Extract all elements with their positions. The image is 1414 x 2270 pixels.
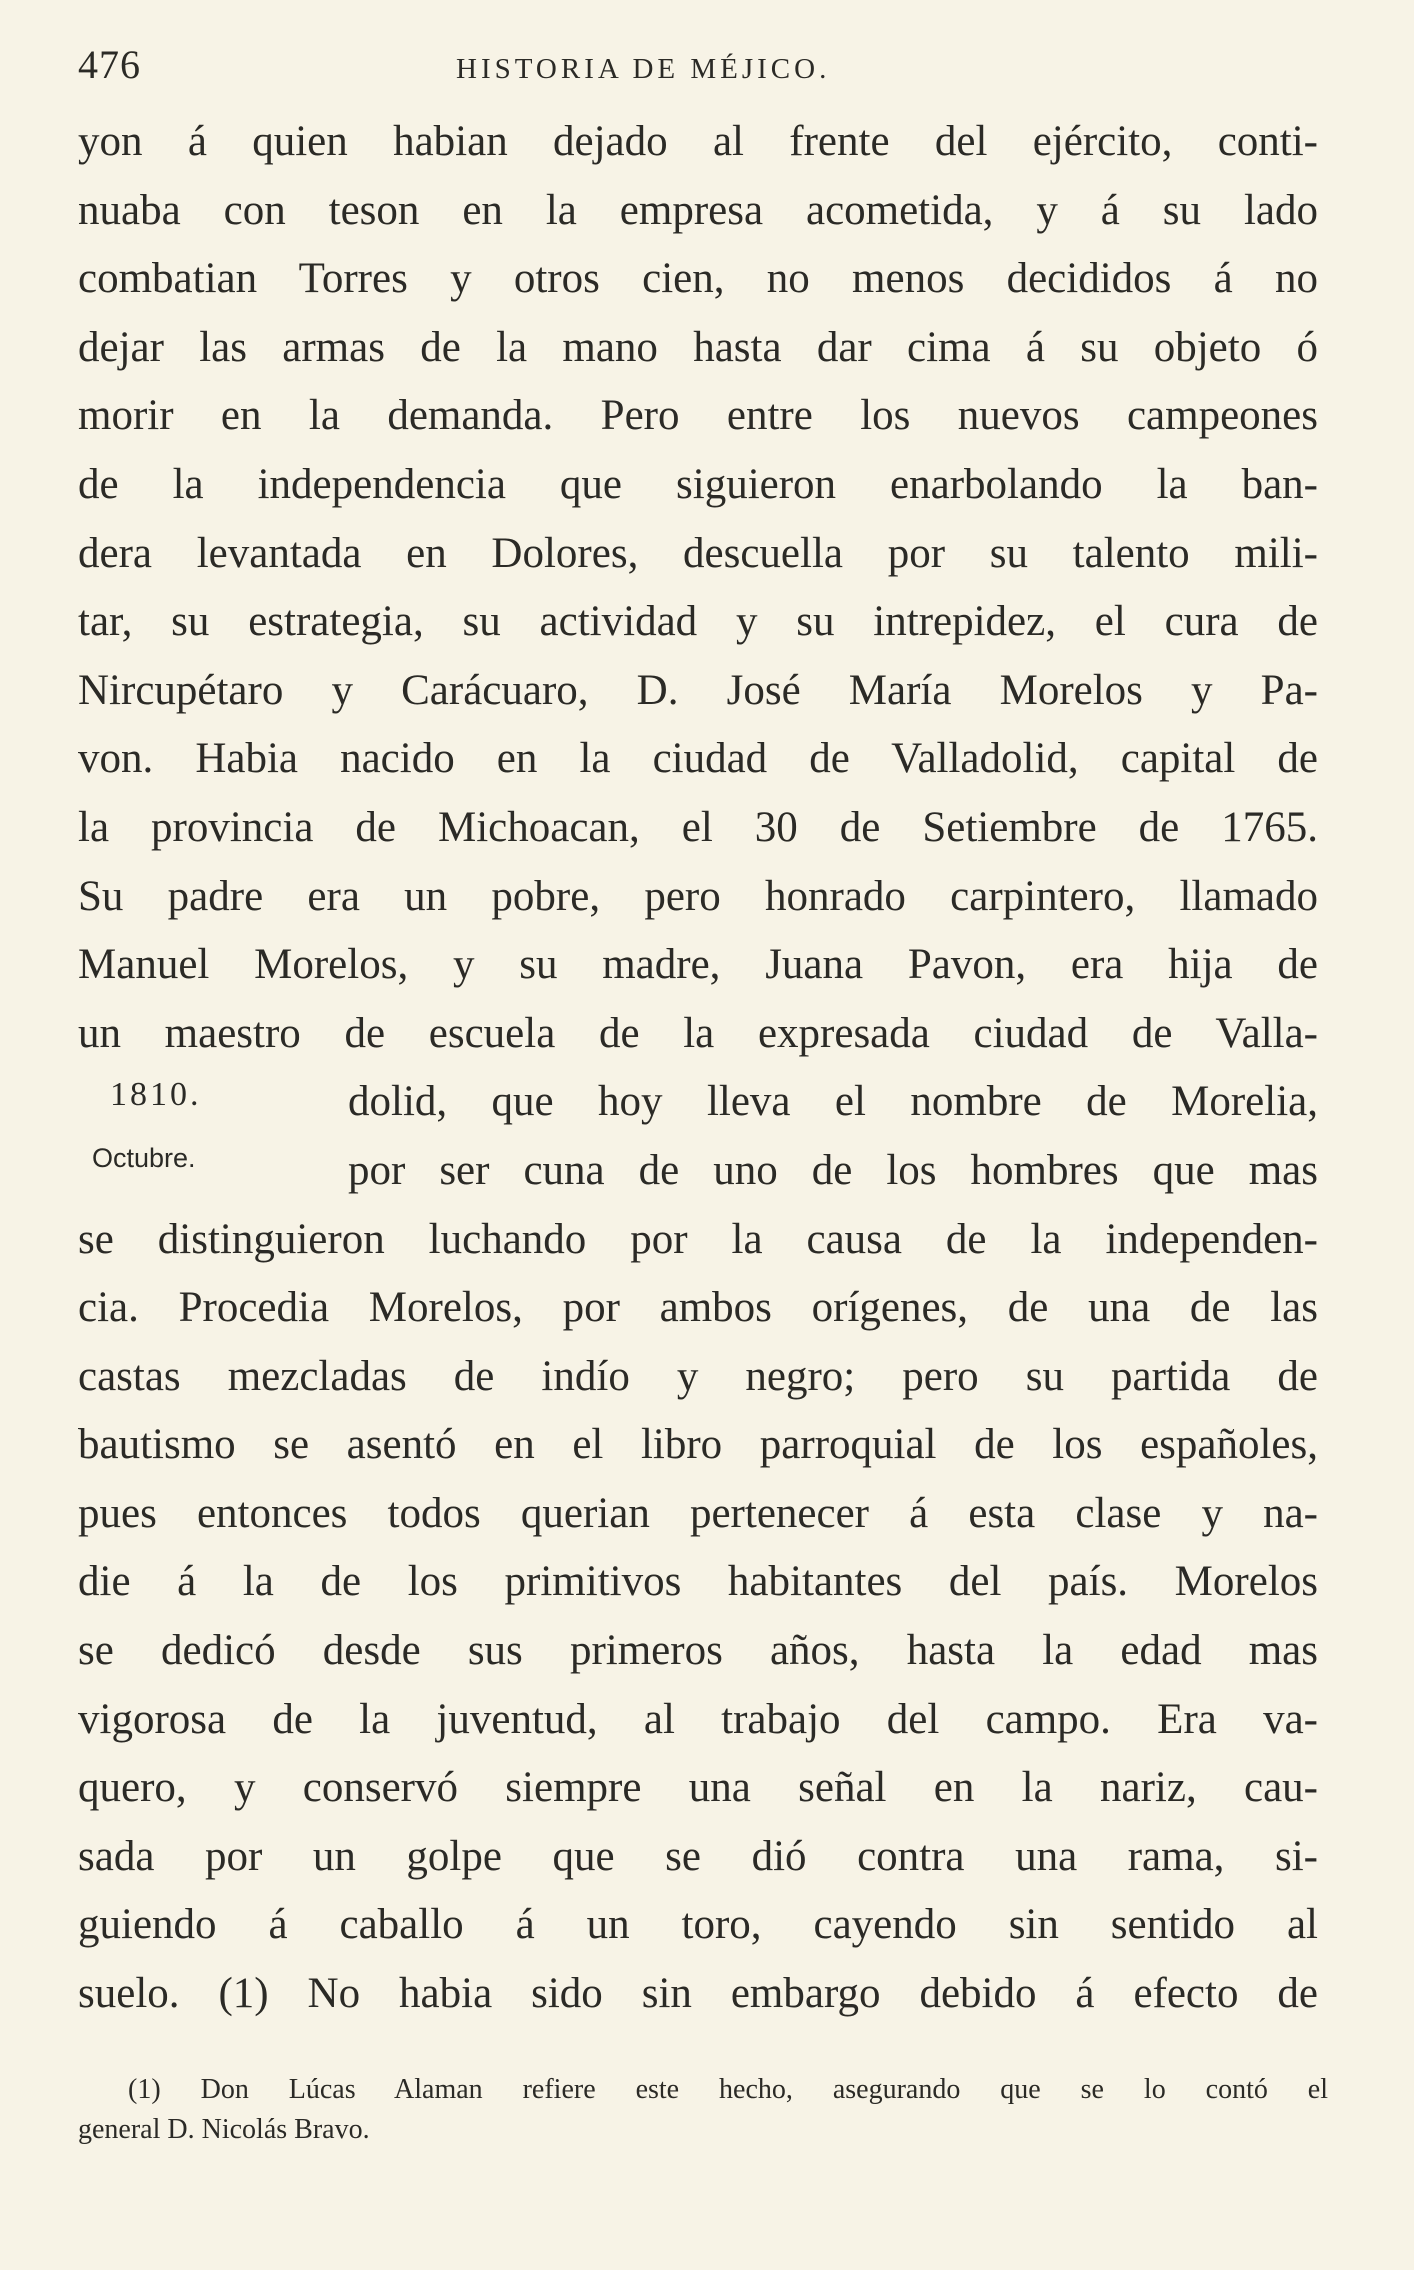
text-line: yon á quien habian dejado al frente del ejército, conti- bbox=[78, 118, 1318, 165]
text-line: castas mezcladas de indío y negro; pero su partida de bbox=[78, 1352, 1318, 1400]
text-line-indented: por ser cuna de uno de los hombres que mas bbox=[348, 1146, 1318, 1194]
text-line: un maestro de escuela de la expresada ciudad de Valla- bbox=[78, 1009, 1318, 1057]
footnote-text: Don Lúcas Alaman refiere este hecho, asegurando que se lo contó el bbox=[200, 2074, 1329, 2105]
body-text bbox=[78, 108, 1318, 2029]
text-line: dejar las armas de la mano hasta dar cima á su objeto ó bbox=[78, 323, 1318, 371]
text-line: die á la de los primitivos habitantes del país. Morelos bbox=[78, 1558, 1318, 1606]
text-line: cia. Procedia Morelos, por ambos orígenes, de una de las bbox=[78, 1284, 1318, 1332]
text-line: pues entonces todos querian pertenecer á esta clase y na- bbox=[78, 1489, 1318, 1537]
text-line: de la independencia que siguieron enarbolando la ban- bbox=[78, 460, 1318, 508]
text-line: Su padre era un pobre, pero honrado carpintero, llamado bbox=[78, 872, 1318, 920]
text-line: se dedicó desde sus primeros años, hasta la edad mas bbox=[78, 1627, 1318, 1675]
text-line: von. Habia nacido en la ciudad de Valladolid, capital de bbox=[78, 735, 1318, 783]
text-line-indented: dolid, que hoy lleva el nombre de Morelia, bbox=[348, 1078, 1318, 1126]
footnote-line: general D. Nicolás Bravo. bbox=[78, 2114, 370, 2145]
footnote-marker: (1) bbox=[128, 2074, 161, 2105]
text-line: suelo. (1) No habia sido sin embargo debido á efecto de bbox=[78, 1970, 1318, 2018]
text-line: morir en la demanda. Pero entre los nuevos campeones bbox=[78, 392, 1318, 440]
footnote-line bbox=[78, 2070, 1328, 2110]
text-line: bautismo se asentó en el libro parroquial de los españoles, bbox=[78, 1421, 1318, 1469]
margin-note-year: 1810. bbox=[110, 1076, 202, 1113]
running-title: HISTORIA DE MÉJICO. bbox=[456, 53, 831, 85]
text-line: Nircupétaro y Carácuaro, D. José María Morelos y Pa- bbox=[78, 666, 1318, 714]
text-line: quero, y conservó siempre una señal en la nariz, cau- bbox=[78, 1764, 1318, 1812]
text-line: Manuel Morelos, y su madre, Juana Pavon, era hija de bbox=[78, 941, 1318, 989]
page-header bbox=[78, 40, 1328, 90]
page-number: 476 bbox=[78, 42, 141, 87]
text-line: guiendo á caballo á un toro, cayendo sin sentido al bbox=[78, 1901, 1318, 1949]
text-line: vigorosa de la juventud, al trabajo del campo. Era va- bbox=[78, 1695, 1318, 1743]
text-line: combatian Torres y otros cien, no menos decididos á no bbox=[78, 255, 1318, 303]
text-line: dera levantada en Dolores, descuella por su talento mili- bbox=[78, 529, 1318, 577]
footnote bbox=[78, 2070, 1328, 2150]
text-line: se distinguieron luchando por la causa de la independen- bbox=[78, 1215, 1318, 1263]
text-line: nuaba con teson en la empresa acometida, y á su lado bbox=[78, 186, 1318, 234]
margin-note-month: Octubre. bbox=[92, 1143, 196, 1173]
text-line: tar, su estrategia, su actividad y su intrepidez, el cura de bbox=[78, 598, 1318, 646]
text-line: la provincia de Michoacan, el 30 de Setiembre de 1765. bbox=[78, 803, 1318, 851]
text-line: sada por un golpe que se dió contra una rama, si- bbox=[78, 1832, 1318, 1880]
